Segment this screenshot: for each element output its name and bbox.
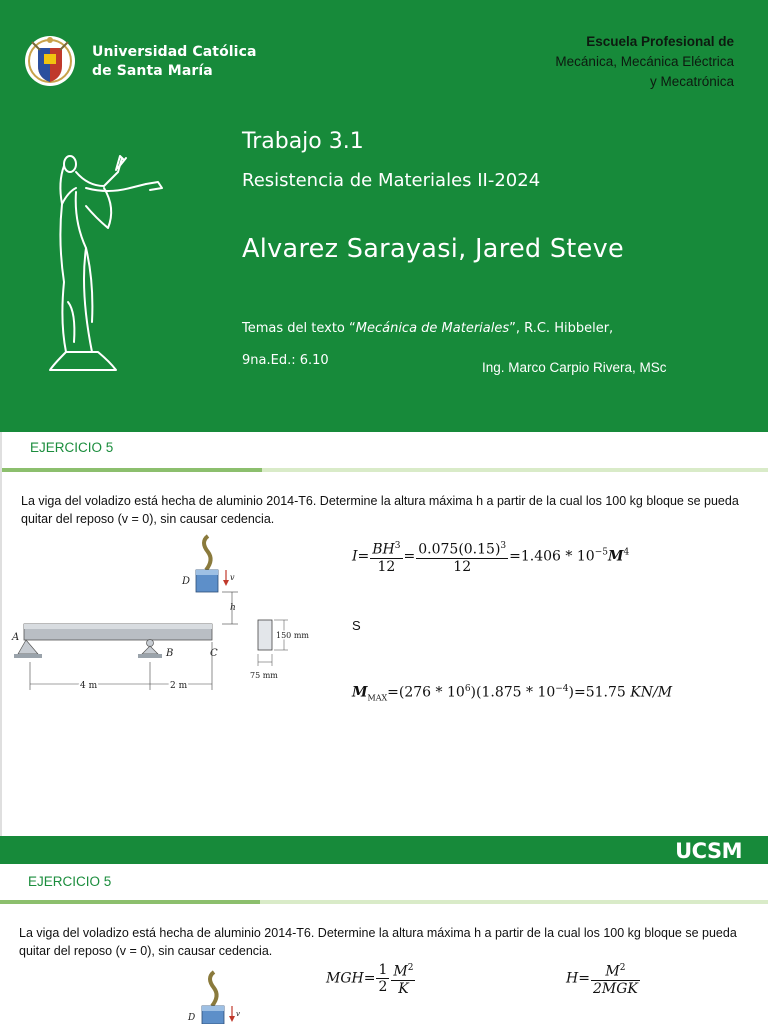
heading-rule-accent-2 xyxy=(0,900,260,904)
label-h: h xyxy=(230,603,236,613)
label-b: B xyxy=(166,648,174,659)
dim-4m: 4 m xyxy=(80,681,98,691)
cantilever-beam-figure xyxy=(8,530,318,698)
moment-formula: $M_{MAX}=(276 * 10^6)(1.875 * 10^{-4})=51.75$ KN/M xyxy=(352,684,673,703)
reference-prefix: Temas del texto “ xyxy=(242,321,356,336)
exercise-heading-2: EJERCICIO 5 xyxy=(28,874,112,889)
footer-band xyxy=(0,836,768,864)
inertia-lhs: I xyxy=(352,548,358,565)
professor-name: Ing. Marco Carpio Rivera, MSc xyxy=(482,360,667,375)
inertia-frac-2: $\frac{0.075(0.15)^3}{12}$ xyxy=(416,538,508,575)
problem-statement-2: La viga del voladizo está hecha de aluminio 2014-T6. Determine la altura máxima h a partir de la cual los 100 kg bloque se pueda quitar del reposo (v = 0), sin causar cedencia. xyxy=(19,926,737,958)
dim-75mm: 75 mm xyxy=(250,671,278,680)
exercise-slide-2 xyxy=(0,864,768,1024)
label-c: C xyxy=(210,648,218,659)
dim-150mm: 150 mm xyxy=(276,631,309,640)
edition-text: 9na.Ed.: 6.10 xyxy=(242,353,329,368)
s-label: S xyxy=(352,618,361,633)
ucsm-logo: UCSM xyxy=(675,839,742,863)
reference-suffix: ”, R.C. Hibbeler, xyxy=(509,321,614,336)
inertia-result: =1.406 * 10 xyxy=(509,548,595,565)
school-line-3: y Mecatrónica xyxy=(649,74,734,89)
school-line-2: Mecánica, Mecánica Eléctrica xyxy=(555,54,734,69)
label-d: D xyxy=(182,576,191,587)
inertia-formula: I= $\frac{BH^3}{12}$ = $\frac{0.075(0.15)^3}{12}$ $=1.406 * 10^{-5}M^4$ xyxy=(352,538,629,575)
label-v-2: v xyxy=(236,1010,240,1018)
university-line-1: Universidad Católica xyxy=(92,44,257,60)
cover-slide xyxy=(0,0,768,432)
label-d-2: D xyxy=(188,1013,196,1023)
assignment-title: Trabajo 3.1 xyxy=(242,129,364,154)
author-name: Alvarez Sarayasi, Jared Steve xyxy=(242,234,624,264)
problem-statement: La viga del voladizo está hecha de aluminio 2014-T6. Determine la altura máxima h a partir de la cual los 100 kg bloque se pueda quitar del reposo (v = 0), sin causar cedencia. xyxy=(21,494,739,526)
heading-rule-accent xyxy=(2,468,262,472)
school-line-1: Escuela Profesional de xyxy=(586,34,734,49)
course-subtitle: Resistencia de Materiales II-2024 xyxy=(242,170,541,191)
exercise-slide-1 xyxy=(0,432,768,836)
label-v: v xyxy=(230,573,235,582)
reference-text xyxy=(242,321,613,336)
dim-2m: 2 m xyxy=(170,681,188,691)
exercise-heading: EJERCICIO 5 xyxy=(30,440,114,455)
label-a: A xyxy=(12,632,20,643)
height-formula: H= $\frac{M^2}{\text{2MGK}}$ xyxy=(566,960,641,997)
university-name xyxy=(92,43,257,81)
inertia-frac-1: $\frac{BH^3}{12}$ xyxy=(370,538,402,575)
university-line-2: de Santa María xyxy=(92,63,213,79)
reference-book: Mecánica de Materiales xyxy=(355,321,510,336)
school-name xyxy=(555,32,734,92)
university-crest-icon xyxy=(22,32,78,90)
block-figure-partial xyxy=(180,970,250,1024)
energy-formula: MGH= $\frac{1}{2}$ $\frac{M^2}{K}$ xyxy=(326,961,414,997)
virgin-statue-icon xyxy=(46,152,170,376)
